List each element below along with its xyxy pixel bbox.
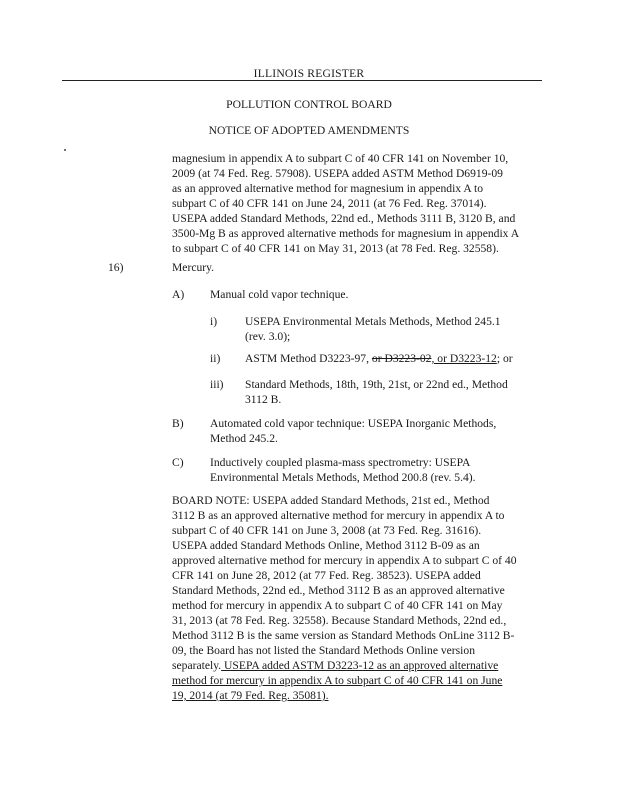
item-16-title: Mercury. <box>172 261 215 274</box>
register-title: ILLINOIS REGISTER <box>253 67 365 80</box>
item-a-text: Manual cold vapor technique. <box>210 288 349 301</box>
item-16-number: 16) <box>108 261 124 274</box>
board-title: POLLUTION CONTROL BOARD <box>226 98 392 111</box>
board-note <box>172 493 592 703</box>
subitem-ii-text <box>245 351 513 366</box>
subitem-ii-label: ii) <box>210 352 221 365</box>
subitem-ii-text-before: ASTM Method D3223-97, <box>245 352 372 365</box>
subitem-ii-underlined: , or D3223-12 <box>431 352 497 365</box>
subitem-iii-label: iii) <box>210 378 224 391</box>
notice-title: NOTICE OF ADOPTED AMENDMENTS <box>208 124 410 137</box>
subitem-ii-struck: or D3223-02 <box>371 352 432 365</box>
item-b-text: Automated cold vapor technique: USEPA Inorganic Methods, Method 245.2. <box>210 417 497 445</box>
subitem-i-label: i) <box>210 315 218 328</box>
subitem-ii-text-after: ; or <box>496 352 513 365</box>
item-b-label: B) <box>172 417 184 430</box>
header-rule <box>62 80 542 81</box>
subitem-iii-text: Standard Methods, 18th, 19th, 21st, or 22nd ed., Method 3112 B. <box>245 378 508 406</box>
board-note-amendment: USEPA added ASTM D3223-12 as an approved alternative method for mercury in appendix A to subpart C of 40 CFR 141 on June 19, 2014 (at 79 Fed. Reg. 35081). <box>172 659 503 702</box>
intro-paragraph: magnesium in appendix A to subpart C of 40 CFR 141 on November 10, 2009 (at 74 Fed. Reg. 57908). USEPA added ASTM Method D6919-09 as an approved alternative method for magnesium in appendix A to subpart C of 40 CFR 141 on June 24, 2011 (at 76 Fed. Reg. 37014). USEPA added Standard Methods, 22nd ed., Methods 3111 B, 3120 B, and 3500-Mg B as approved alternative methods for magnesium in appendix A to subpart C of 40 CFR 141 on May 31, 2013 (at 78 Fed. Reg. 32558). <box>172 152 520 255</box>
scan-speck <box>64 149 66 151</box>
item-c-label: C) <box>172 456 184 469</box>
board-note-main: BOARD NOTE: USEPA added Standard Methods, 21st ed., Method 3112 B as an approved alternative method for mercury in appendix A to subpart C of 40 CFR 141 on June 3, 2008 (at 73 Fed. Reg. 31616). USEPA added Standard Methods Online, Method 3112 B-09 as an approved alternative method for mercury in appendix A to subpart C of 40 CFR 141 on June 28, 2012 (at 77 Fed. Reg. 38523). USEPA added Standard Methods, 22nd ed., Method 3112 B as an approved alternative method for mercury in appendix A to subpart C of 40 CFR 141 on May 31, 2013 (at 78 Fed. Reg. 32558). Because Standard Methods, 22nd ed., Method 3112 B is the same version as Standard Methods OnLine 3112 B- 09, the Board has not listed the Standard Methods Online version separately. <box>172 494 517 672</box>
item-c-text: Inductively coupled plasma-mass spectrometry: USEPA Environmental Metals Methods, Method 200.8 (rev. 5.4). <box>210 456 476 484</box>
item-a-label: A) <box>172 288 185 301</box>
subitem-i-text: USEPA Environmental Metals Methods, Method 245.1 (rev. 3.0); <box>245 315 501 343</box>
